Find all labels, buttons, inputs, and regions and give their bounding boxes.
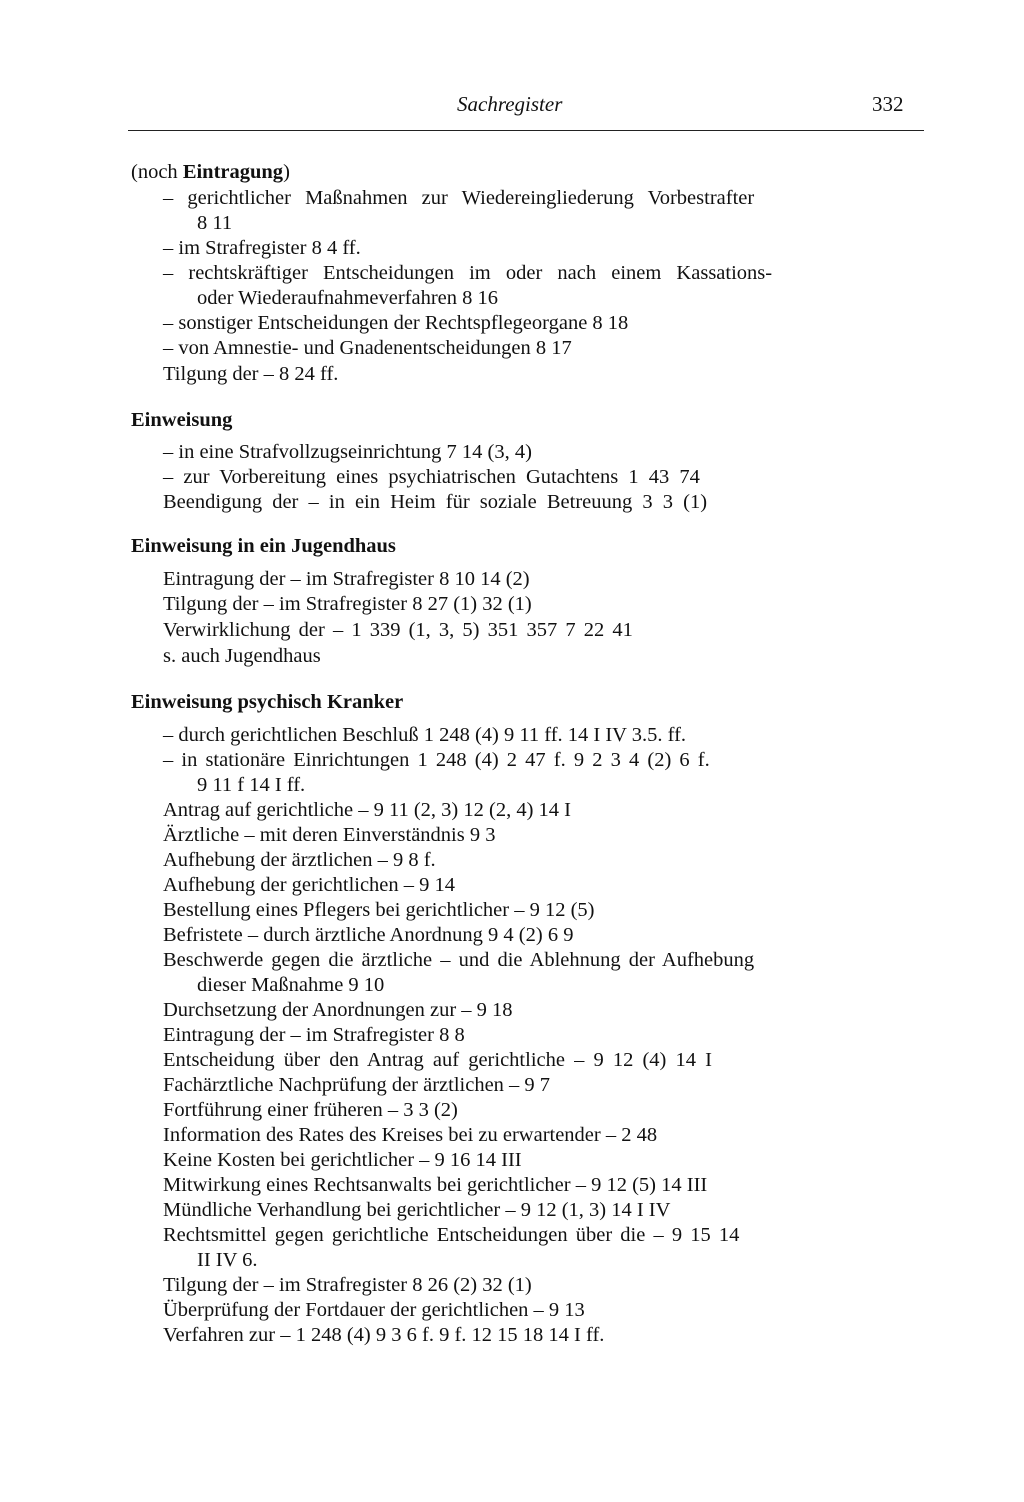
index-entry: Bestellung eines Pflegers bei gerichtlicher – 9 12 (5) bbox=[163, 899, 595, 921]
index-entry: Überprüfung der Fortdauer der gerichtlichen – 9 13 bbox=[163, 1299, 585, 1321]
index-entry: – zur Vorbereitung eines psychiatrischen Gutachtens 1 43 74 bbox=[163, 466, 700, 488]
index-entry: Aufhebung der ärztlichen – 9 8 f. bbox=[163, 849, 436, 871]
index-entry: – von Amnestie- und Gnadenentscheidungen 8 17 bbox=[163, 337, 572, 359]
index-entry: Information des Rates des Kreises bei zu erwartender – 2 48 bbox=[163, 1124, 658, 1146]
index-entry: Entscheidung über den Antrag auf gerichtliche – 9 12 (4) 14 I bbox=[163, 1049, 712, 1071]
index-entry: – gerichtlicher Maßnahmen zur Wiedereingliederung Vorbestrafter bbox=[163, 187, 755, 209]
section-heading-psychisch-kranker: Einweisung psychisch Kranker bbox=[131, 691, 404, 713]
header-rule bbox=[128, 130, 924, 131]
index-entry: Eintragung der – im Strafregister 8 10 14 (2) bbox=[163, 568, 530, 590]
index-entry: Antrag auf gerichtliche – 9 11 (2, 3) 12 (2, 4) 14 I bbox=[163, 799, 571, 821]
index-entry: Ärztliche – mit deren Einverständnis 9 3 bbox=[163, 824, 496, 846]
heading-prefix: (noch bbox=[131, 161, 183, 183]
index-entry: Durchsetzung der Anordnungen zur – 9 18 bbox=[163, 999, 513, 1021]
running-header-title: Sachregister bbox=[457, 92, 563, 116]
index-entry: II IV 6. bbox=[197, 1249, 258, 1271]
index-entry: Rechtsmittel gegen gerichtliche Entscheidungen über die – 9 15 14 bbox=[163, 1224, 740, 1246]
heading-suffix: ) bbox=[283, 161, 290, 183]
index-entry: – rechtskräftiger Entscheidungen im oder nach einem Kassations- bbox=[163, 262, 773, 284]
index-entry: 9 11 f 14 I ff. bbox=[197, 774, 306, 796]
index-entry: Beschwerde gegen die ärztliche – und die Ablehnung der Aufhebung bbox=[163, 949, 755, 971]
index-entry: oder Wiederaufnahmeverfahren 8 16 bbox=[197, 287, 499, 309]
section-heading-einweisung: Einweisung bbox=[131, 409, 233, 431]
index-entry: Mündliche Verhandlung bei gerichtlicher – 9 12 (1, 3) 14 I IV bbox=[163, 1199, 671, 1221]
index-entry: Fortführung einer früheren – 3 3 (2) bbox=[163, 1099, 458, 1121]
index-entry: Aufhebung der gerichtlichen – 9 14 bbox=[163, 874, 456, 896]
index-entry: – im Strafregister 8 4 ff. bbox=[163, 237, 361, 259]
index-entry: Verfahren zur – 1 248 (4) 9 3 6 f. 9 f. 12 15 18 14 I ff. bbox=[163, 1324, 605, 1346]
index-entry: dieser Maßnahme 9 10 bbox=[197, 974, 385, 996]
section-heading-jugendhaus: Einweisung in ein Jugendhaus bbox=[131, 535, 396, 557]
index-entry: 8 11 bbox=[197, 212, 233, 234]
index-entry: Tilgung der – im Strafregister 8 27 (1) 32 (1) bbox=[163, 593, 532, 615]
section-heading-eintragung bbox=[131, 160, 290, 185]
index-entry: Mitwirkung eines Rechtsanwalts bei gerichtlicher – 9 12 (5) 14 III bbox=[163, 1174, 708, 1196]
index-entry: Eintragung der – im Strafregister 8 8 bbox=[163, 1024, 465, 1046]
index-entry: Verwirklichung der – 1 339 (1, 3, 5) 351 357 7 22 41 bbox=[163, 619, 633, 641]
index-entry: Beendigung der – in ein Heim für soziale Betreuung 3 3 (1) bbox=[163, 491, 708, 513]
index-entry: – in eine Strafvollzugseinrichtung 7 14 (3, 4) bbox=[163, 441, 532, 463]
page-number: 332 bbox=[872, 92, 904, 116]
index-entry: Keine Kosten bei gerichtlicher – 9 16 14 III bbox=[163, 1149, 522, 1171]
heading-keyword: Eintragung bbox=[182, 161, 284, 183]
index-entry: Befristete – durch ärztliche Anordnung 9 4 (2) 6 9 bbox=[163, 924, 574, 946]
index-entry: Tilgung der – 8 24 ff. bbox=[163, 363, 339, 385]
index-entry: – sonstiger Entscheidungen der Rechtspflegeorgane 8 18 bbox=[163, 312, 629, 334]
index-entry: Tilgung der – im Strafregister 8 26 (2) 32 (1) bbox=[163, 1274, 532, 1296]
index-entry: Fachärztliche Nachprüfung der ärztlichen – 9 7 bbox=[163, 1074, 551, 1096]
index-entry: s. auch Jugendhaus bbox=[163, 645, 321, 667]
index-entry: – in stationäre Einrichtungen 1 248 (4) 2 47 f. 9 2 3 4 (2) 6 f. bbox=[163, 749, 710, 771]
index-entry: – durch gerichtlichen Beschluß 1 248 (4) 9 11 ff. 14 I IV 3.5. ff. bbox=[163, 724, 687, 746]
